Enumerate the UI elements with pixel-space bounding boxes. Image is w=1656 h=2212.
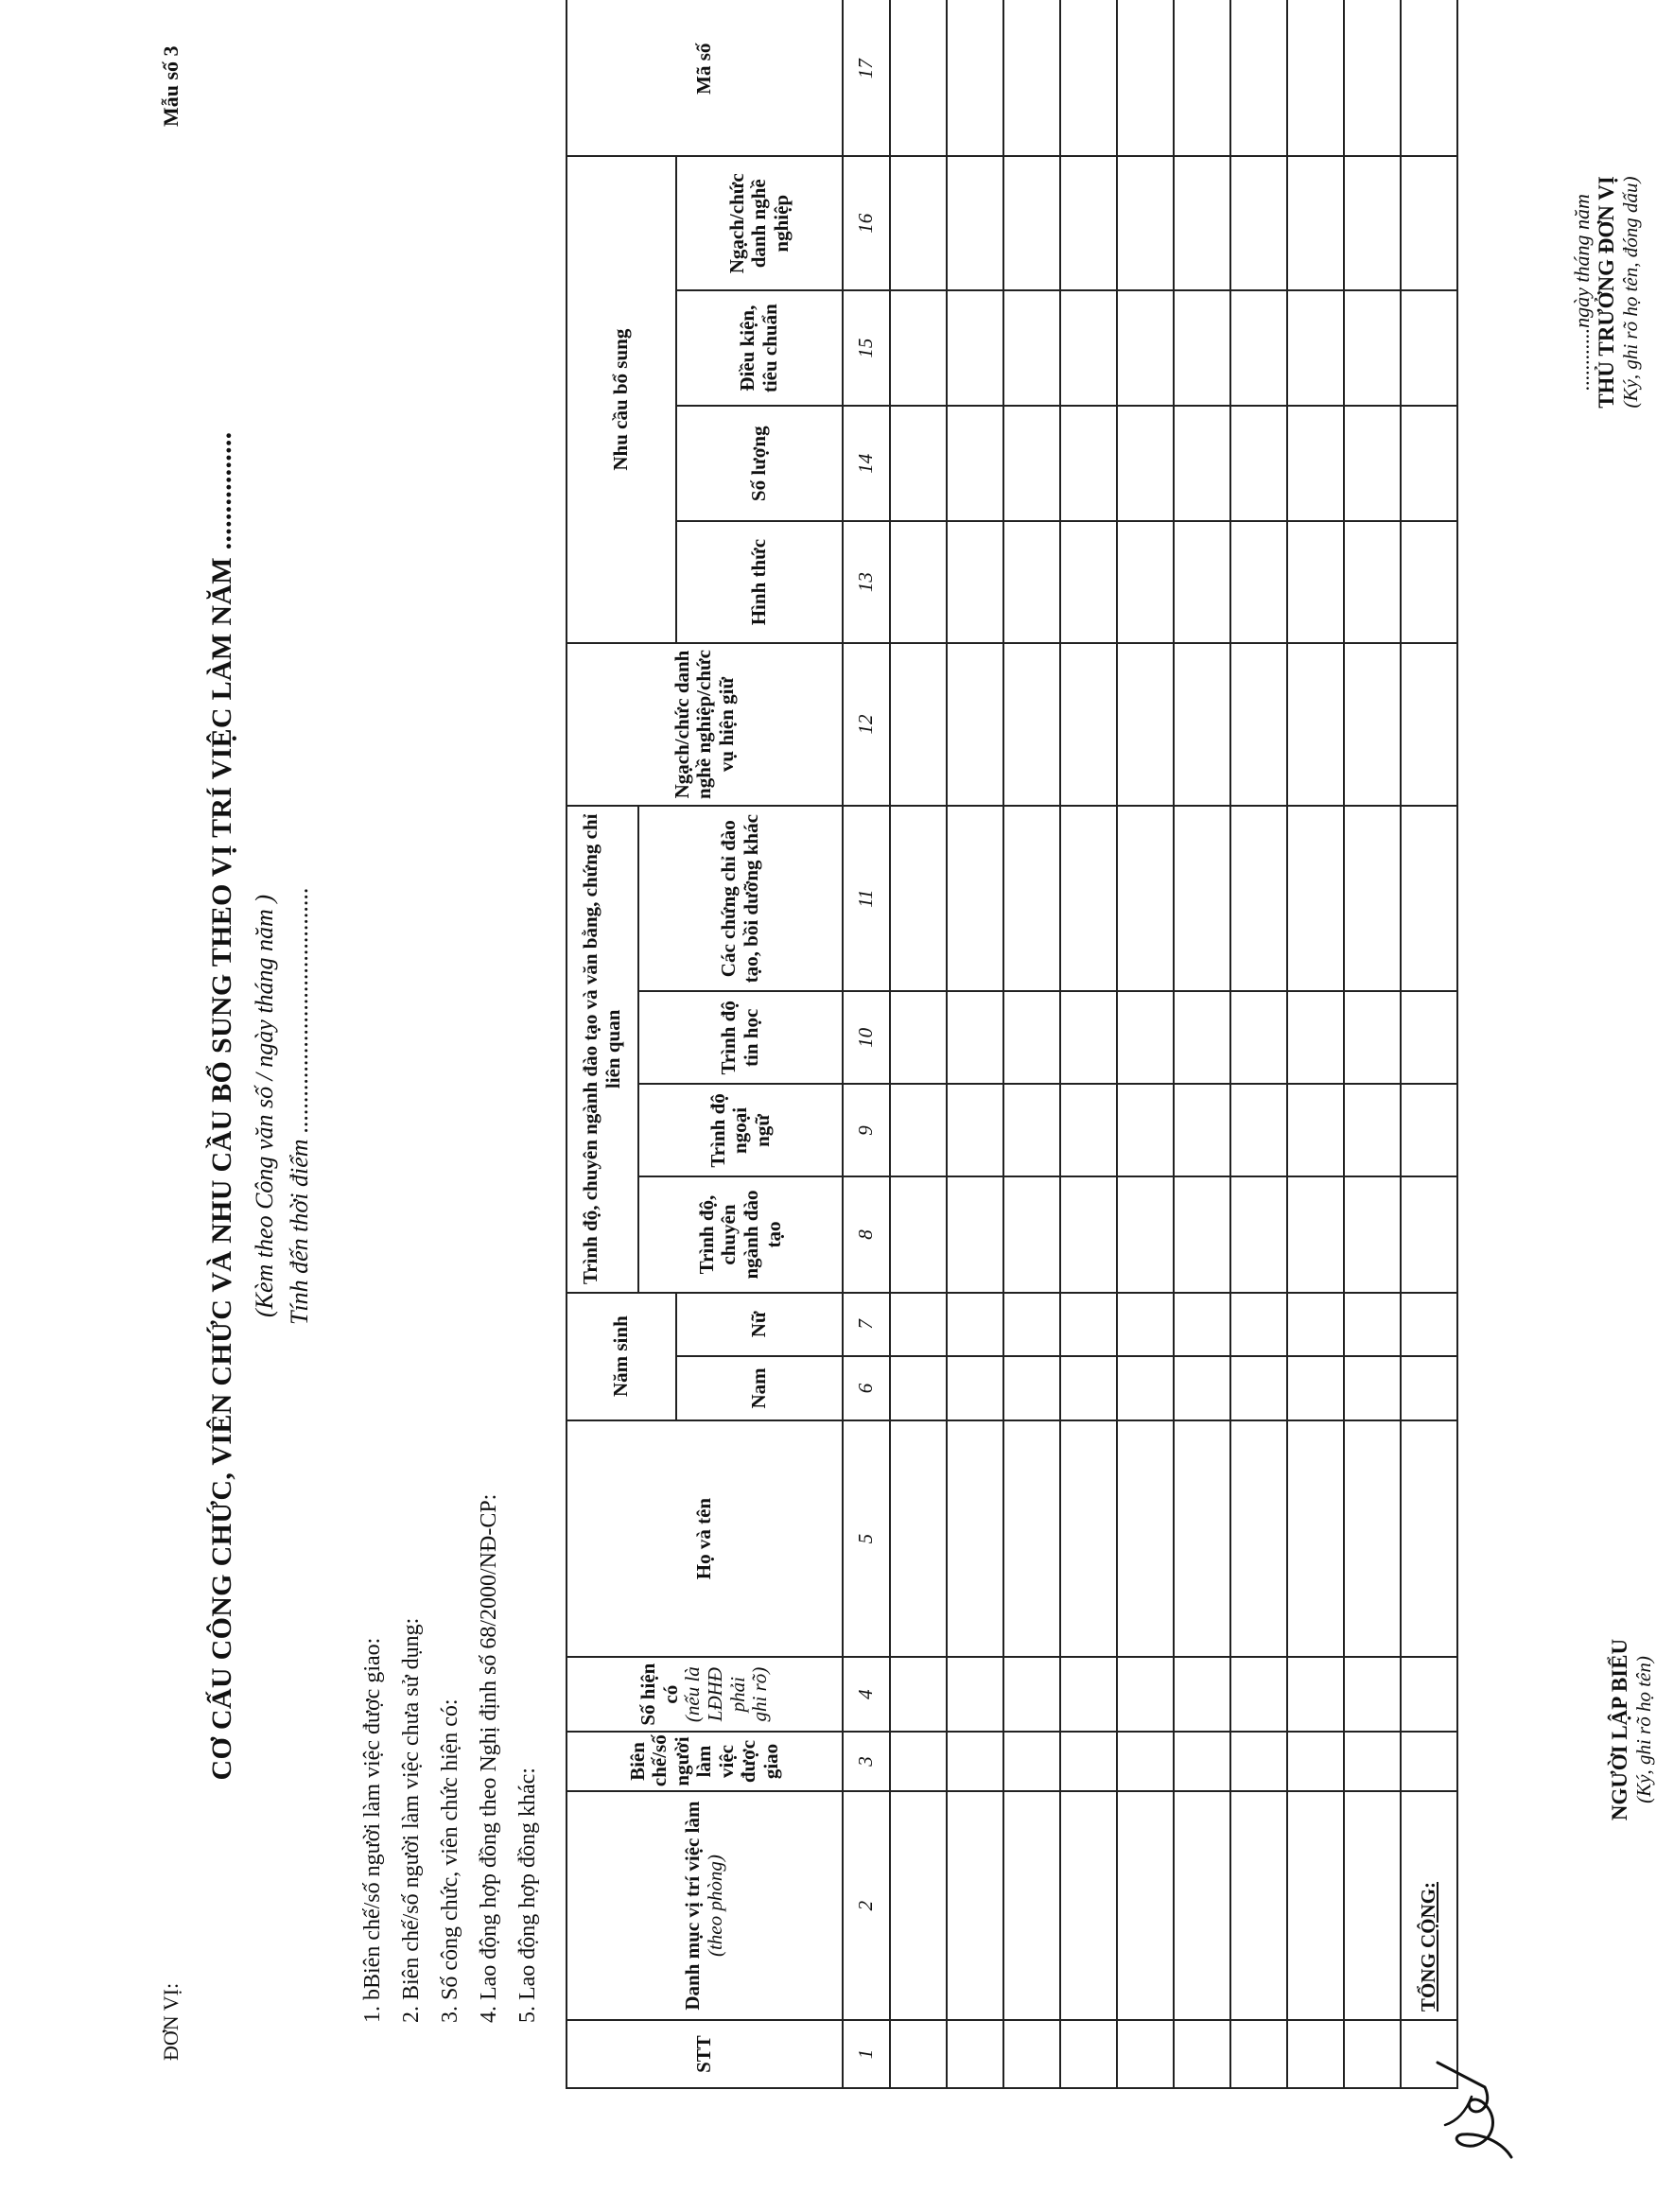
- table-cell[interactable]: [947, 1176, 1003, 1292]
- info-line: 5. Lao động hợp đồng khác:: [515, 1768, 540, 2023]
- table-cell[interactable]: [890, 1791, 947, 2020]
- table-cell[interactable]: [890, 991, 947, 1084]
- table-cell[interactable]: [1287, 1356, 1344, 1420]
- col-ngach-bo-sung: Ngạch/chức danh nghề nghiệp: [676, 156, 843, 290]
- col-ma-so: Mã số: [567, 0, 843, 156]
- column-number: 17: [843, 0, 890, 156]
- col-tin-hoc: Trình độ tin học: [638, 991, 843, 1084]
- table-cell[interactable]: [1287, 0, 1344, 156]
- table-cell[interactable]: [1344, 1791, 1401, 2020]
- table-row: [1003, 0, 1060, 2088]
- table-cell[interactable]: [1401, 1293, 1457, 1357]
- table-cell[interactable]: [1060, 643, 1117, 806]
- table-cell[interactable]: [1401, 1084, 1457, 1176]
- table-cell[interactable]: [890, 0, 947, 156]
- table-cell[interactable]: [1344, 156, 1401, 290]
- table-cell[interactable]: [1230, 1420, 1287, 1658]
- column-number: 14: [843, 406, 890, 521]
- table-cell[interactable]: [1230, 521, 1287, 643]
- col-so-hien-co-label: Số hiện có: [636, 1663, 682, 1726]
- table-cell[interactable]: [1117, 643, 1174, 806]
- table-cell[interactable]: [1174, 1420, 1230, 1658]
- table-cell[interactable]: [1060, 1293, 1117, 1357]
- table-cell[interactable]: [1344, 0, 1401, 156]
- table-cell[interactable]: [1401, 1732, 1457, 1791]
- col-nu: Nữ: [676, 1293, 843, 1357]
- column-number: 16: [843, 156, 890, 290]
- table-cell[interactable]: [1344, 991, 1401, 1084]
- staffing-table: [566, 0, 1458, 2089]
- table-cell[interactable]: [1174, 643, 1230, 806]
- col-danh-muc: [567, 1791, 843, 2020]
- table-cell[interactable]: [1344, 521, 1401, 643]
- table-cell[interactable]: [1117, 1084, 1174, 1176]
- table-cell[interactable]: [1003, 0, 1060, 156]
- table-cell[interactable]: [1230, 1084, 1287, 1176]
- table-cell[interactable]: [1344, 290, 1401, 406]
- info-line: 2. Biên chế/số người làm việc chưa sử dụng:: [399, 1617, 424, 2023]
- table-cell[interactable]: [890, 1732, 947, 1791]
- table-cell[interactable]: [1003, 1420, 1060, 1658]
- table-cell[interactable]: [1401, 156, 1457, 290]
- table-cell[interactable]: [1003, 521, 1060, 643]
- table-cell[interactable]: [1287, 1791, 1344, 2020]
- table-cell[interactable]: [1117, 806, 1174, 991]
- table-cell[interactable]: [1230, 643, 1287, 806]
- table-cell[interactable]: [1401, 521, 1457, 643]
- column-number: 1: [843, 2020, 890, 2088]
- table-cell[interactable]: [947, 156, 1003, 290]
- info-list: [354, 1494, 548, 2023]
- table-cell[interactable]: [1003, 1732, 1060, 1791]
- table-cell[interactable]: [1174, 521, 1230, 643]
- table-cell[interactable]: [947, 1293, 1003, 1357]
- table-cell[interactable]: [1060, 1732, 1117, 1791]
- table-cell[interactable]: [947, 1084, 1003, 1176]
- table-cell[interactable]: [1401, 290, 1457, 406]
- column-number: 10: [843, 991, 890, 1084]
- col-nhu-cau-group: Nhu cầu bổ sung: [567, 156, 676, 643]
- table-cell[interactable]: [1401, 643, 1457, 806]
- head-signature-block: [1570, 94, 1643, 491]
- table-cell[interactable]: [1401, 1356, 1457, 1420]
- table-cell[interactable]: [890, 1657, 947, 1731]
- table-cell[interactable]: [1230, 1732, 1287, 1791]
- table-cell[interactable]: [1287, 806, 1344, 991]
- col-danh-muc-label: Danh mục vị trí việc làm: [681, 1801, 705, 2011]
- table-cell[interactable]: [1174, 1356, 1230, 1420]
- col-trinh-do-group: Trình độ, chuyên ngành đào tạo và văn bằng, chứng chỉ liên quan: [567, 806, 638, 1292]
- table-cell[interactable]: [1174, 2020, 1230, 2088]
- table-cell[interactable]: [1287, 290, 1344, 406]
- table-cell[interactable]: [947, 991, 1003, 1084]
- preparer-title: NGƯỜI LẬP BIỂU: [1608, 1638, 1631, 1821]
- signature-date: ............ngày tháng năm: [1570, 194, 1594, 391]
- table-cell[interactable]: [1230, 2020, 1287, 2088]
- table-cell[interactable]: [1117, 2020, 1174, 2088]
- column-number: 13: [843, 521, 890, 643]
- col-chung-chi-khac: Các chứng chỉ đào tạo, bồi dưỡng khác: [638, 806, 843, 991]
- table-cell[interactable]: [1287, 1732, 1344, 1791]
- table-cell[interactable]: [1174, 1657, 1230, 1731]
- col-nam: Nam: [676, 1356, 843, 1420]
- col-ngach-hien-giu: Ngạch/chức danh nghề nghiệp/chức vụ hiện giữ: [567, 643, 843, 806]
- table-cell[interactable]: [890, 1176, 947, 1292]
- table-cell[interactable]: [1060, 1791, 1117, 2020]
- table-cell[interactable]: [1117, 1732, 1174, 1791]
- table-row: [1344, 0, 1401, 2088]
- table-cell[interactable]: [1401, 0, 1457, 156]
- table-cell[interactable]: [1117, 0, 1174, 156]
- table-cell[interactable]: [1174, 806, 1230, 991]
- table-cell[interactable]: [1344, 806, 1401, 991]
- col-stt: STT: [567, 2020, 843, 2088]
- table-cell[interactable]: [1060, 0, 1117, 156]
- head-title: THỦ TRƯỞNG ĐƠN VỊ: [1595, 176, 1618, 409]
- preparer-note: (Ký, ghi rõ họ tên): [1632, 1656, 1655, 1803]
- col-so-hien-co: [567, 1657, 843, 1731]
- table-cell[interactable]: [890, 1293, 947, 1357]
- table-cell[interactable]: [1117, 1293, 1174, 1357]
- table-cell[interactable]: [1060, 290, 1117, 406]
- table-cell[interactable]: [1230, 0, 1287, 156]
- col-ngoai-ngu: Trình độ ngoại ngữ: [638, 1084, 843, 1176]
- table-cell[interactable]: [1174, 1732, 1230, 1791]
- form-reference: (Kèm theo Công văn số / ngày tháng năm ): [251, 895, 278, 1318]
- table-cell[interactable]: [1230, 991, 1287, 1084]
- table-cell[interactable]: [1287, 156, 1344, 290]
- column-number: 3: [843, 1732, 890, 1791]
- table-cell[interactable]: [1344, 1293, 1401, 1357]
- table-cell[interactable]: [890, 290, 947, 406]
- table-cell[interactable]: [1230, 806, 1287, 991]
- table-cell[interactable]: [1117, 1356, 1174, 1420]
- table-row: [1230, 0, 1287, 2088]
- form-cutoff-date: Tính đến thời điểm ........................................: [286, 886, 313, 1326]
- table-row: [947, 0, 1003, 2088]
- table-cell[interactable]: [890, 406, 947, 521]
- column-number: 8: [843, 1176, 890, 1292]
- table-cell[interactable]: [1060, 806, 1117, 991]
- form-title: CƠ CẤU CÔNG CHỨC, VIÊN CHỨC VÀ NHU CẦU BỔ SUNG THEO VỊ TRÍ VIỆC LÀM NĂM ................: [206, 431, 237, 1781]
- table-cell[interactable]: [1287, 406, 1344, 521]
- table-cell[interactable]: [890, 643, 947, 806]
- table-cell[interactable]: [1344, 1176, 1401, 1292]
- column-number: 11: [843, 806, 890, 991]
- table-cell[interactable]: [1003, 406, 1060, 521]
- table-cell[interactable]: [947, 2020, 1003, 2088]
- table-cell[interactable]: [1344, 406, 1401, 521]
- table-cell[interactable]: [1401, 1420, 1457, 1658]
- table-cell[interactable]: [947, 1791, 1003, 2020]
- table-cell[interactable]: [1003, 290, 1060, 406]
- table-cell[interactable]: [1230, 1293, 1287, 1357]
- table-cell[interactable]: [1174, 1293, 1230, 1357]
- table-cell[interactable]: [947, 521, 1003, 643]
- table-cell[interactable]: [1117, 1791, 1174, 2020]
- table-cell[interactable]: [890, 1356, 947, 1420]
- table-cell[interactable]: [1344, 2020, 1401, 2088]
- table-cell[interactable]: [947, 1657, 1003, 1731]
- table-cell[interactable]: [1003, 1084, 1060, 1176]
- table-cell[interactable]: [1117, 1420, 1174, 1658]
- table-cell[interactable]: [1117, 156, 1174, 290]
- info-line: 3. Số công chức, viên chức hiện có:: [438, 1698, 462, 2023]
- table-cell[interactable]: [1287, 2020, 1344, 2088]
- table-cell[interactable]: [1287, 1084, 1344, 1176]
- table-cell[interactable]: [1287, 643, 1344, 806]
- table-row: [890, 0, 947, 2088]
- table-cell[interactable]: [1003, 1176, 1060, 1292]
- table-cell[interactable]: [1401, 1176, 1457, 1292]
- table-cell[interactable]: [1230, 290, 1287, 406]
- table-cell[interactable]: [1287, 991, 1344, 1084]
- table-row: [1287, 0, 1344, 2088]
- table-cell[interactable]: [1174, 406, 1230, 521]
- table-cell[interactable]: [1344, 1420, 1401, 1658]
- column-number: 7: [843, 1293, 890, 1357]
- table-cell[interactable]: [1003, 1356, 1060, 1420]
- table-cell[interactable]: [890, 1420, 947, 1658]
- table-cell[interactable]: [947, 0, 1003, 156]
- table-cell[interactable]: [1060, 991, 1117, 1084]
- table-cell[interactable]: [947, 1356, 1003, 1420]
- table-cell[interactable]: [947, 1420, 1003, 1658]
- table-cell[interactable]: [1230, 1176, 1287, 1292]
- table-cell[interactable]: [1060, 1657, 1117, 1731]
- table-cell[interactable]: [1401, 406, 1457, 521]
- column-number: 5: [843, 1420, 890, 1658]
- col-trinh-do-chuyen-nganh: Trình độ, chuyên ngành đào tạo: [638, 1176, 843, 1292]
- column-number: 12: [843, 643, 890, 806]
- don-vi-label: ĐƠN VỊ:: [159, 1982, 183, 2061]
- column-number: 15: [843, 290, 890, 406]
- table-cell[interactable]: [1117, 406, 1174, 521]
- col-ho-ten: Họ và tên: [567, 1420, 843, 1658]
- table-cell[interactable]: [890, 2020, 947, 2088]
- table-cell[interactable]: [1003, 1657, 1060, 1731]
- table-cell[interactable]: [1287, 1293, 1344, 1357]
- column-number: 4: [843, 1657, 890, 1731]
- column-number-row: [843, 0, 890, 2088]
- table-cell[interactable]: [1060, 1356, 1117, 1420]
- table-cell[interactable]: [1174, 0, 1230, 156]
- total-row: [1401, 0, 1457, 2088]
- table-cell[interactable]: [1003, 991, 1060, 1084]
- table-cell[interactable]: [1344, 643, 1401, 806]
- table-cell[interactable]: [890, 156, 947, 290]
- col-nam-sinh: Năm sinh: [567, 1293, 676, 1420]
- table-cell[interactable]: [1003, 2020, 1060, 2088]
- col-danh-muc-note: (theo phòng): [704, 1855, 726, 1958]
- table-cell[interactable]: [947, 1732, 1003, 1791]
- table-cell[interactable]: [890, 521, 947, 643]
- info-line: 1. bBiên chế/số người làm việc được giao:: [360, 1637, 385, 2023]
- table-cell[interactable]: [1174, 290, 1230, 406]
- col-so-hien-co-note: (nếu là LĐHĐ phải ghi rõ): [681, 1666, 772, 1723]
- column-number: 9: [843, 1084, 890, 1176]
- table-cell[interactable]: [1230, 1791, 1287, 2020]
- table-row: [1060, 0, 1117, 2088]
- table-cell[interactable]: [1060, 406, 1117, 521]
- table-cell[interactable]: [1117, 991, 1174, 1084]
- head-note: (Ký, ghi rõ họ tên, đóng dấu): [1619, 176, 1642, 409]
- table-cell[interactable]: [1287, 1657, 1344, 1731]
- table-cell[interactable]: [1060, 2020, 1117, 2088]
- table-cell[interactable]: [1174, 156, 1230, 290]
- table-cell[interactable]: [1174, 1176, 1230, 1292]
- table-cell[interactable]: [1060, 1420, 1117, 1658]
- preparer-signature-block: [1608, 1588, 1656, 1872]
- form-number: Mẫu số 3: [159, 45, 183, 127]
- column-number: 6: [843, 1356, 890, 1420]
- table-cell[interactable]: [1003, 806, 1060, 991]
- table-cell[interactable]: [1230, 1657, 1287, 1731]
- table-cell[interactable]: [1117, 521, 1174, 643]
- table-cell[interactable]: [1344, 1657, 1401, 1731]
- table-row: [1117, 0, 1174, 2088]
- table-cell[interactable]: [947, 806, 1003, 991]
- table-cell[interactable]: [1401, 991, 1457, 1084]
- table-cell[interactable]: [890, 1084, 947, 1176]
- table-cell[interactable]: [1287, 1176, 1344, 1292]
- total-label: TỔNG CỘNG:: [1401, 1791, 1457, 2020]
- table-cell[interactable]: [1287, 521, 1344, 643]
- table-cell[interactable]: [1401, 1657, 1457, 1731]
- table-cell[interactable]: [1003, 1293, 1060, 1357]
- table-row: [1174, 0, 1230, 2088]
- table-cell[interactable]: [1060, 1084, 1117, 1176]
- table-cell[interactable]: [1344, 1356, 1401, 1420]
- table-cell[interactable]: [890, 806, 947, 991]
- table-cell[interactable]: [1230, 156, 1287, 290]
- table-cell[interactable]: [1117, 1176, 1174, 1292]
- table-cell[interactable]: [1060, 521, 1117, 643]
- table-cell[interactable]: [1003, 1791, 1060, 2020]
- table-cell[interactable]: [1060, 156, 1117, 290]
- table-cell[interactable]: [1287, 1420, 1344, 1658]
- table-cell[interactable]: [1003, 643, 1060, 806]
- table-cell[interactable]: [947, 290, 1003, 406]
- table-cell[interactable]: [1003, 156, 1060, 290]
- column-number: 2: [843, 1791, 890, 2020]
- handwritten-initials: [1419, 2051, 1532, 2174]
- table-cell[interactable]: [947, 406, 1003, 521]
- table-cell[interactable]: [1174, 1791, 1230, 2020]
- table-cell[interactable]: [1117, 290, 1174, 406]
- col-hinh-thuc: Hình thức: [676, 521, 843, 643]
- info-line: 4. Lao động hợp đồng theo Nghị định số 68/2000/NĐ-CP:: [477, 1493, 501, 2023]
- col-dieu-kien: Điều kiện, tiêu chuẩn: [676, 290, 843, 406]
- table-cell[interactable]: [947, 643, 1003, 806]
- table-cell[interactable]: [1230, 1356, 1287, 1420]
- col-so-luong: Số lượng: [676, 406, 843, 521]
- table-cell[interactable]: [1174, 1084, 1230, 1176]
- table-cell[interactable]: [1230, 406, 1287, 521]
- table-cell[interactable]: [1117, 1657, 1174, 1731]
- table-cell[interactable]: [1401, 806, 1457, 991]
- table-cell[interactable]: [1174, 991, 1230, 1084]
- table-cell[interactable]: [1060, 1176, 1117, 1292]
- col-bien-che: Biên chế/số người làm việc được giao: [567, 1732, 843, 1791]
- table-cell[interactable]: [1344, 1732, 1401, 1791]
- table-cell[interactable]: [1344, 1084, 1401, 1176]
